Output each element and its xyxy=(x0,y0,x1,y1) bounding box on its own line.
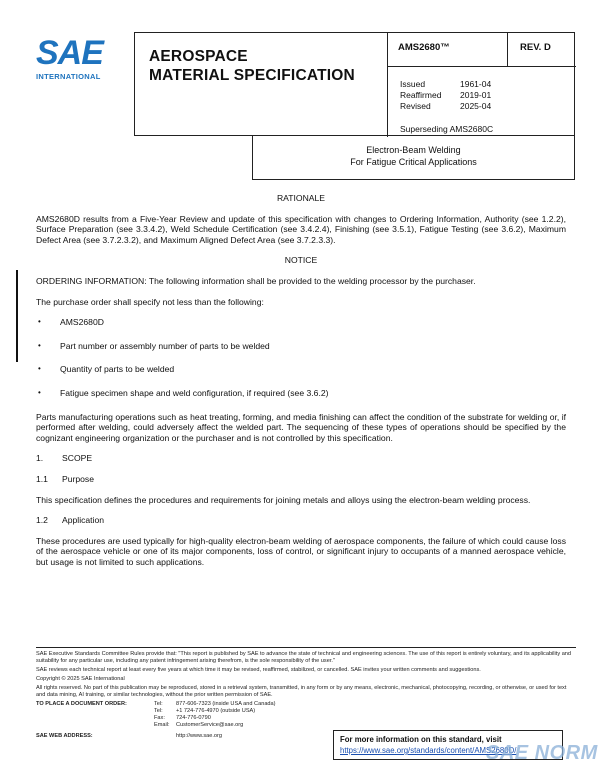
footer-rights: All rights reserved. No part of this publication may be reproduced, stored in a retrieval system, transmitted, in any form or by any means, electronic, mechanical, photocopying, recording, or otherwise, or used for text and data mining, AI training, or similar technologies, without the prior written permission of SAE. xyxy=(36,685,567,698)
web-address: SAE WEB ADDRESS: http://www.sae.org xyxy=(36,733,223,739)
subtitle-line-2: For Fatigue Critical Applications xyxy=(350,156,477,167)
manufacturing-note: Parts manufacturing operations such as heat treating, forming, and media finishing can affect the condition of the substrate for welding or, if performed after welding, could adversely affect the welded part. The sequencing of these types of operations should be specified by the cognizant engineering organization or the purchaser and is not controlled by this specification. xyxy=(36,411,566,443)
rationale-heading: RATIONALE xyxy=(276,193,326,203)
purchase-order-intro: The purchase order shall specify not less than the following: xyxy=(36,296,264,307)
section-scope: 1. SCOPE xyxy=(36,453,93,464)
footer-review: SAE reviews each technical report at least every five years at which time it may be revised, reaffirmed, stabilized, or cancelled. SAE invites your written comments and suggestions. xyxy=(36,667,481,673)
web-address-link[interactable]: http://www.sae.org xyxy=(176,733,223,739)
list-item: • Fatigue specimen shape and weld configuration, if required (see 3.6.2) xyxy=(38,387,329,398)
rationale-text: AMS2680D results from a Five-Year Review and update of this specification with changes to Ordering Information, Authority (see 1.2.2), Surface Preparation (see 3.3.4.2), Weld Schedule Certification (see 3.4.2.4), Finishing (see 3.5.1), Fatigue Testing (see 3.6.2), Maximum Defect Area (see 3.7.2.3.2), and Maximum Aligned Defect Area (see 3.7.2.3.3). xyxy=(36,213,566,245)
bullet-glyph: • xyxy=(38,387,41,397)
order-contacts: TO PLACE A DOCUMENT ORDER: Tel: 877-606-7323 (inside USA and Canada) Tel: +1 724-776-4970 (outside USA) Fax: 724-776-0790 Email: CustomerService@sae.org xyxy=(36,701,576,729)
page-footer xyxy=(36,647,576,740)
subtitle-line-1: Electron-Beam Welding xyxy=(366,145,461,155)
date-row-reaffirmed: Reaffirmed 2019-01 xyxy=(400,90,492,100)
logo-subtitle: INTERNATIONAL xyxy=(36,72,101,81)
bullet-glyph: • xyxy=(38,364,41,374)
more-info-title: For more information on this standard, visit xyxy=(340,735,502,744)
application-text: These procedures are used typically for high-quality electron-beam welding of aerospace components, the failure of which could cause loss of the aerospace vehicle or one of its major components, loss of control, or significant injury to occupants of a manned aerospace vehicle, but usage is not limited to such applications. xyxy=(36,535,566,567)
standard-link[interactable]: https://www.sae.org/standards/content/AMS2680D/ xyxy=(340,746,517,755)
header-box xyxy=(134,32,575,136)
ordering-information: ORDERING INFORMATION: The following information shall be provided to the welding processor by the purchaser. xyxy=(36,275,476,286)
bullet-glyph: • xyxy=(38,317,41,327)
logo-mark: SAE xyxy=(36,34,103,72)
date-row-revised: Revised 2025-04 xyxy=(400,101,492,111)
customer-service-email[interactable]: CustomerService@sae.org xyxy=(176,722,244,728)
order-label: TO PLACE A DOCUMENT ORDER: xyxy=(36,701,127,707)
list-item: • AMS2680D xyxy=(38,317,104,328)
revision: REV. D xyxy=(508,33,576,67)
date-row-issued: Issued 1961-04 xyxy=(400,79,492,89)
watermark: SAE NORM xyxy=(486,742,598,764)
date-block xyxy=(388,67,576,137)
purpose-text: This specification defines the procedures and requirements for joining metals and alloys using the electron-beam welding process. xyxy=(36,494,531,505)
document-subtitle xyxy=(252,136,575,180)
footer-copyright: Copyright © 2025 SAE International xyxy=(36,676,125,682)
notice-heading: NOTICE xyxy=(284,255,318,266)
footer-rules: SAE Executive Standards Committee Rules provide that: "This report is published by SAE to advance the state of technical and engineering sciences. The use of this report is entirely voluntary, and its applicability and suitability for any particular use, including any patent infringement arising therefrom, is the sole responsibility of the user." xyxy=(36,651,572,664)
revision-bar xyxy=(16,270,18,362)
document-type xyxy=(135,33,388,137)
superseding-note: Superseding AMS2680C xyxy=(400,124,494,134)
title-line-1: AEROSPACE xyxy=(149,48,248,65)
list-item: • Quantity of parts to be welded xyxy=(38,364,175,375)
document-body xyxy=(36,193,566,567)
title-line-2: MATERIAL SPECIFICATION xyxy=(149,67,355,84)
document-number: AMS2680™ xyxy=(388,33,508,67)
list-item: • Part number or assembly number of parts to be welded xyxy=(38,340,270,351)
section-purpose: 1.1 Purpose xyxy=(36,473,95,484)
section-application: 1.2 Application xyxy=(36,515,105,526)
sae-logo xyxy=(36,36,118,84)
bullet-glyph: • xyxy=(38,340,41,350)
